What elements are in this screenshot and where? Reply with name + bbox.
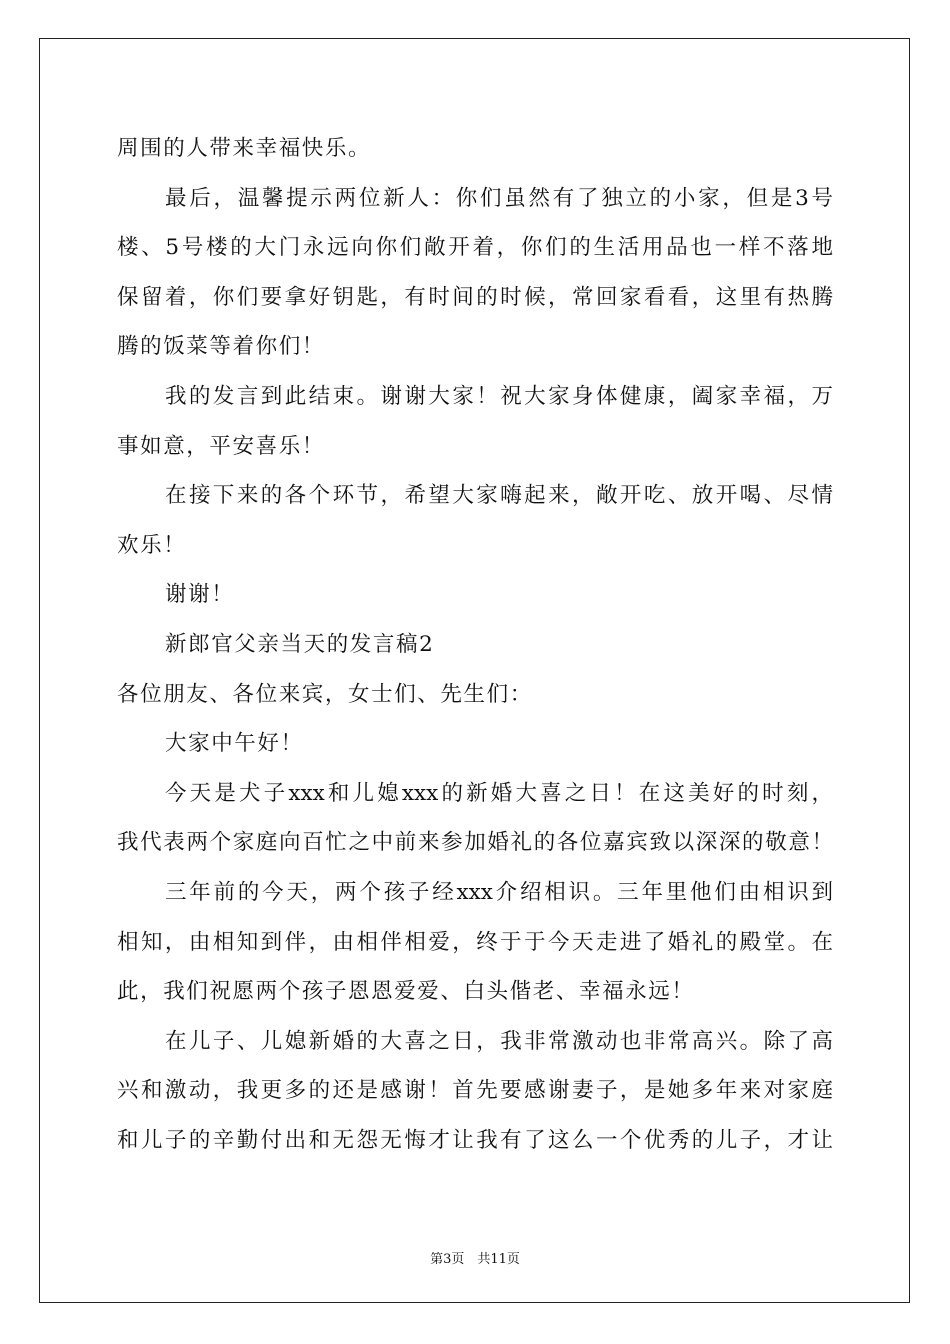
text-line: 我代表两个家庭向百忙之中前来参加婚礼的各位嘉宾致以深深的敬意！ bbox=[117, 830, 833, 856]
text-line: 最后，温馨提示两位新人：你们虽然有了独立的小家，但是3号 bbox=[165, 185, 833, 211]
text-line: 大家中午好！ bbox=[165, 731, 304, 757]
text-line: 周围的人带来幸福快乐。 bbox=[117, 136, 372, 161]
text-line: 和儿子的辛勤付出和无怨无悔才让我有了这么一个优秀的儿子，才让 bbox=[117, 1127, 833, 1153]
text-line: 在儿子、儿媳新婚的大喜之日，我非常激动也非常高兴。除了高 bbox=[165, 1028, 833, 1054]
text-line: 三年前的今天，两个孩子经xxx介绍相识。三年里他们由相识到 bbox=[165, 879, 833, 905]
page-footer: 第3页 共11页 bbox=[430, 1252, 520, 1267]
text-line: 新郎官父亲当天的发言稿2 bbox=[165, 631, 435, 657]
text-line: 各位朋友、各位来宾，女士们、先生们： bbox=[117, 681, 533, 707]
text-line: 腾的饭菜等着你们！ bbox=[117, 334, 325, 360]
text-line: 保留着，你们要拿好钥匙，有时间的时候，常回家看看，这里有热腾 bbox=[117, 284, 833, 310]
text-line: 我的发言到此结束。谢谢大家！祝大家身体健康，阖家幸福，万 bbox=[165, 383, 833, 409]
text-line: 兴和激动，我更多的还是感谢！首先要感谢妻子，是她多年来对家庭 bbox=[117, 1078, 833, 1104]
text-line: 相知，由相知到伴，由相伴相爱，终于于今天走进了婚礼的殿堂。在 bbox=[117, 929, 833, 955]
text-line: 今天是犬子xxx和儿媳xxx的新婚大喜之日！在这美好的时刻， bbox=[165, 780, 833, 806]
text-line: 欢乐！ bbox=[117, 532, 187, 558]
text-line: 楼、5号楼的大门永远向你们敞开着，你们的生活用品也一样不落地 bbox=[117, 235, 833, 261]
text-line: 谢谢！ bbox=[165, 582, 235, 608]
document-body bbox=[117, 124, 833, 1165]
text-line: 在接下来的各个环节，希望大家嗨起来，敞开吃、放开喝、尽情 bbox=[165, 483, 833, 509]
text-line: 此，我们祝愿两个孩子恩恩爱爱、白头偕老、幸福永远！ bbox=[117, 979, 695, 1005]
text-line: 事如意，平安喜乐！ bbox=[117, 433, 325, 459]
